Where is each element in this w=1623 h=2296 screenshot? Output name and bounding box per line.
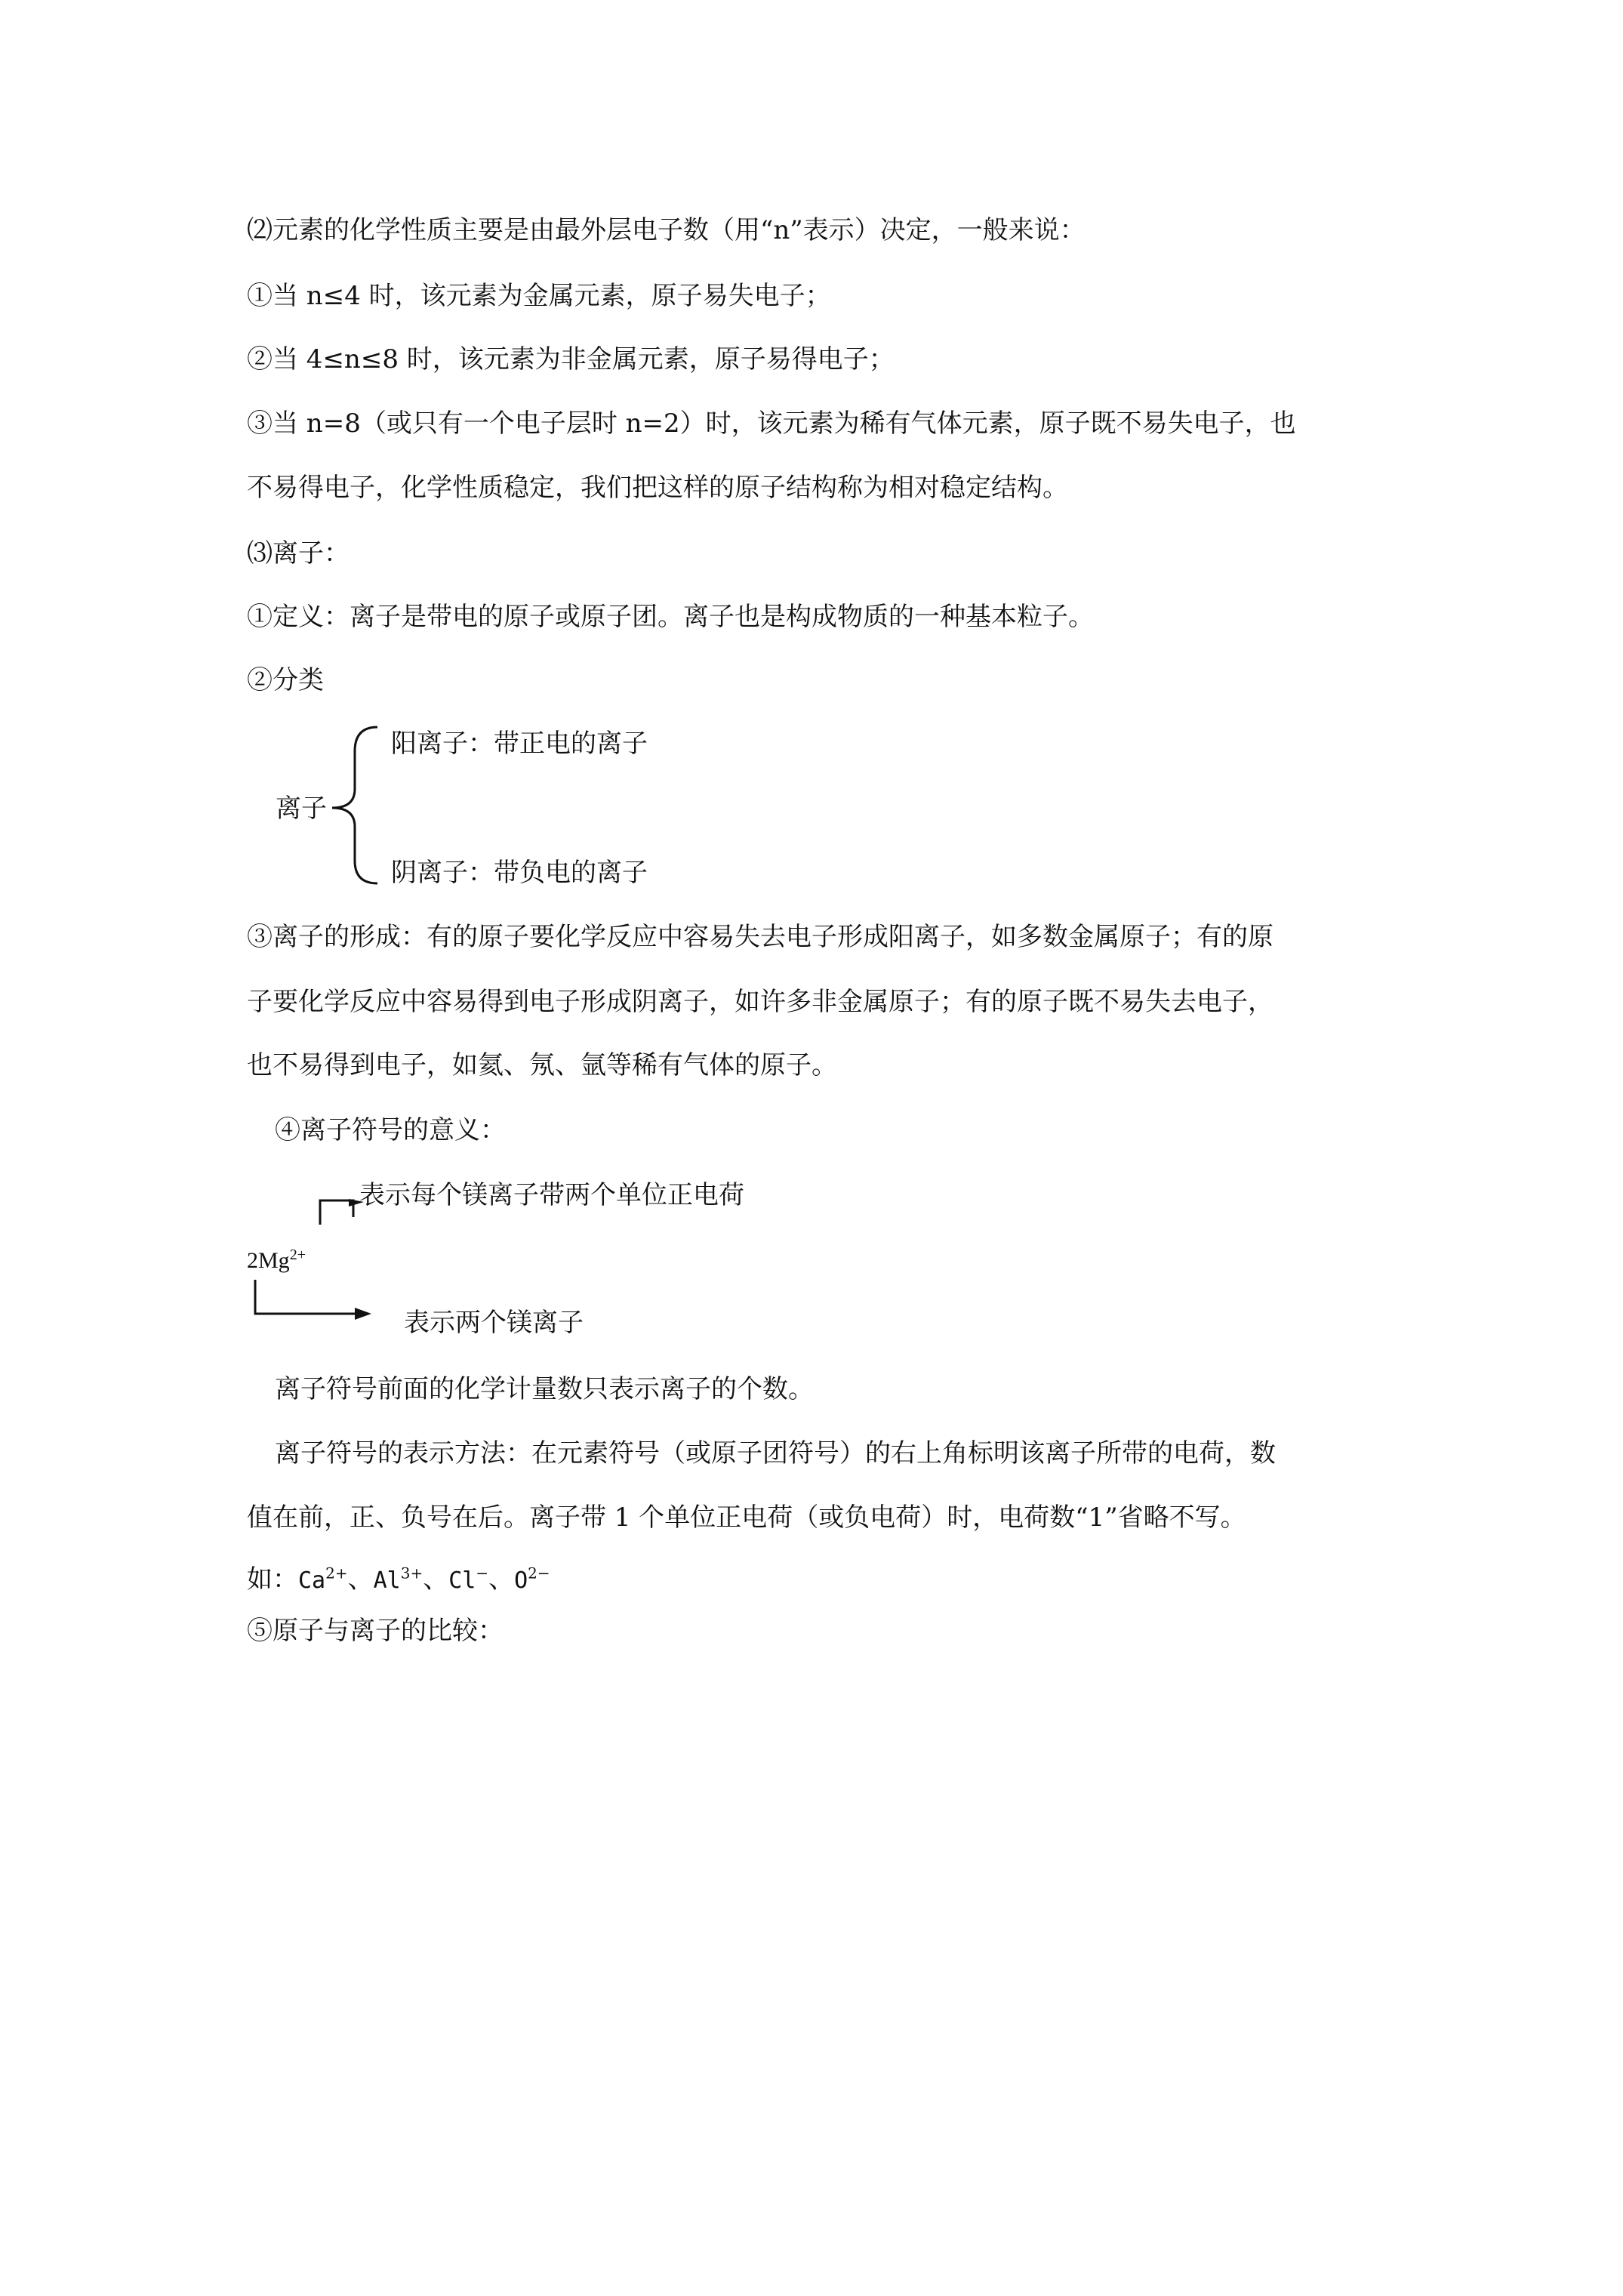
ion-formation-1: ③离子的形成：有的原子要化学反应中容易失去电子形成阳离子，如多数金属原子；有的原 xyxy=(247,922,1273,952)
example-cl-charge: − xyxy=(476,1564,489,1583)
class-root: 离子 xyxy=(276,794,327,824)
example-al-charge: 3+ xyxy=(400,1564,423,1583)
example-ca-charge: 2+ xyxy=(325,1564,348,1583)
notation-rule-2: 值在前，正、负号在后。离子带 1 个单位正电荷（或负电荷）时，电荷数“1”省略不写。 xyxy=(247,1502,1246,1533)
ion-formation-3: 也不易得到电子，如氦、氖、氩等稀有气体的原子。 xyxy=(247,1050,837,1080)
brace-shape xyxy=(332,727,377,883)
section-heading-ions: ⑶离子： xyxy=(247,538,350,569)
ion-symbol-charge: 2+ xyxy=(289,1247,306,1263)
ion-symbol-meaning-heading: ④离子符号的意义： xyxy=(275,1115,506,1145)
class-cation: 阳离子：带正电的离子 xyxy=(391,729,648,759)
meaning-top: 表示每个镁离子带两个单位正电荷 xyxy=(359,1180,744,1210)
rule-metal: ①当 n≤4 时，该元素为金属元素，原子易失电子； xyxy=(247,281,831,311)
arrow-bottom-line xyxy=(255,1280,356,1314)
ion-formation-2: 子要化学反应中容易得到电子形成阴离子，如许多非金属原子；有的原子既不易失去电子， xyxy=(247,987,1273,1017)
example-o: O xyxy=(514,1567,528,1594)
ion-examples xyxy=(247,1564,550,1596)
example-o-charge: 2− xyxy=(528,1564,550,1583)
example-cl: Cl xyxy=(448,1567,476,1594)
class-anion: 阴离子：带负电的离子 xyxy=(391,858,648,888)
atom-ion-comparison-heading: ⑤原子与离子的比较： xyxy=(247,1616,504,1646)
example-ca: Ca xyxy=(298,1567,326,1594)
arrow-bottom-head xyxy=(355,1308,371,1320)
rule-noble-gas: ③当 n=8（或只有一个电子层时 n=2）时，该元素为稀有气体元素，原子既不易失电子，也 xyxy=(247,408,1296,439)
ion-classification-heading: ②分类 xyxy=(247,665,324,695)
examples-prefix: 如： xyxy=(247,1564,298,1595)
separator: 、 xyxy=(423,1564,449,1595)
example-al: Al xyxy=(373,1567,401,1594)
ion-symbol-2mg xyxy=(247,1246,306,1276)
meaning-bottom: 表示两个镁离子 xyxy=(404,1308,584,1338)
notation-rule-1: 离子符号的表示方法：在元素符号（或原子团符号）的右上角标明该离子所带的电荷，数 xyxy=(275,1438,1276,1469)
rule-noble-gas-continued: 不易得电子，化学性质稳定，我们把这样的原子结构称为相对稳定结构。 xyxy=(247,473,1068,503)
paragraph-element-properties: ⑵元素的化学性质主要是由最外层电子数（用“n”表示）决定，一般来说： xyxy=(247,215,1086,245)
coefficient-note: 离子符号前面的化学计量数只表示离子的个数。 xyxy=(275,1374,814,1404)
separator: 、 xyxy=(347,1564,374,1595)
rule-nonmetal: ②当 4≤n≤8 时，该元素为非金属元素，原子易得电子； xyxy=(247,344,895,374)
arrow-top-line xyxy=(320,1200,353,1225)
separator: 、 xyxy=(488,1564,515,1595)
ion-definition: ①定义：离子是带电的原子或原子团。离子也是构成物质的一种基本粒子。 xyxy=(247,602,1094,632)
ion-symbol-base: 2Mg xyxy=(247,1248,290,1273)
